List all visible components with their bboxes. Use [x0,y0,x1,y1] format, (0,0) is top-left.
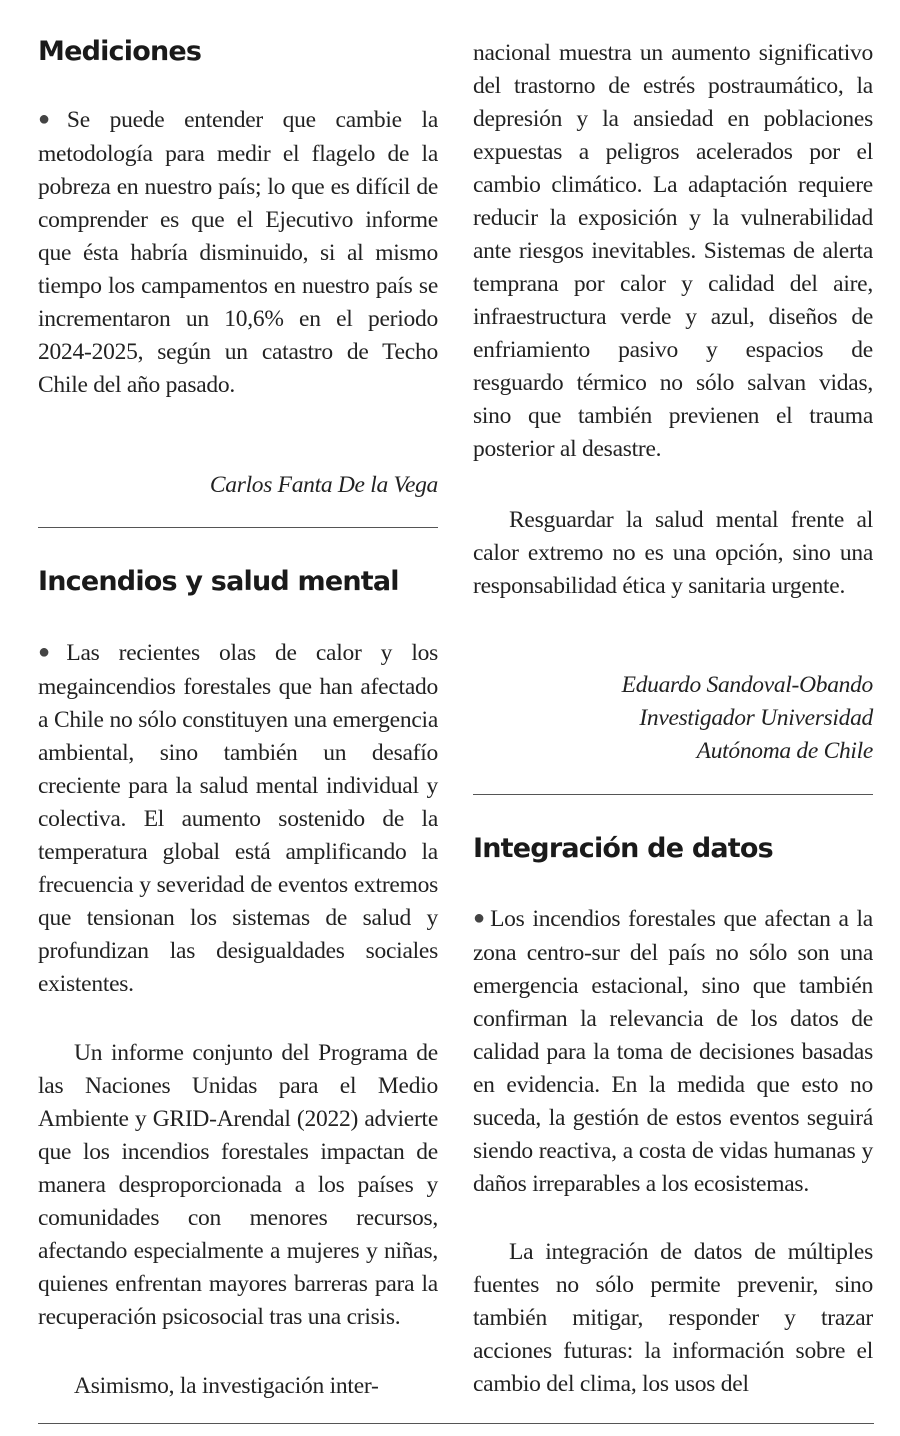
incendios-paragraph-3-end: nacional muestra un aumento significativo del trastorno de estrés postraumático, la depresión y la ansiedad en poblaciones expuestas a peligros acelerados por el cambio climático. La adaptación requiere reducir la exposición y la vulnerabilidad ante riesgos inevitables. Sistemas de alerta temprana por calor y calidad del aire, infraestructura verde y azul, diseños de enfriamiento pasivo y espacios de resguardo térmico no sólo salvan vidas, sino que también previenen el trauma posterior al desastre. [473,40,873,462]
integracion-heading: Integración de datos [473,833,773,864]
incendios-heading: Incendios y salud mental [38,566,399,597]
incendios-author-role-1: Investigador Universidad [639,705,873,731]
bottom-rule [38,1423,874,1424]
incendios-paragraph-4: Resguardar la salud mental frente al calor extremo no es una opción, sino una responsabilidad ética y sanitaria urgente. [473,507,873,599]
integracion-paragraph-2: La integración de datos de múltiples fuentes no sólo permite prevenir, sino también mitigar, responder y trazar acciones futuras: la información sobre el cambio del clima, los usos del [473,1239,873,1397]
section-divider [473,794,873,795]
integracion-paragraph-1 [473,903,873,1201]
incendios-paragraph-1-text: Las recientes olas de calor y los megaincendios forestales que han afectado a Chile no sólo constituyen una emergencia ambiental, sino también un desafío creciente para la salud mental individual y colectiva. El aumento sostenido de la temperatura global está amplificando la frecuencia y severidad de eventos extremos que tensionan los sistemas de salud y profundizan las desigualdades sociales existentes. [38,640,438,997]
bullet-icon: ● [38,641,64,663]
integracion-paragraph-1-text: Los incendios forestales que afectan a la zona centro-sur del país no sólo son una emergencia estacional, sino que también confirman la relevancia de los datos de calidad para la toma de decisiones basadas en evidencia. En la medida que esto no suceda, la gestión de estos eventos seguirá siendo reactiva, a costa de vidas humanas y daños irreparables a los ecosistemas. [473,906,873,1197]
incendios-paragraph-1 [38,637,438,1001]
mediciones-author: Carlos Fanta De la Vega [209,472,438,498]
incendios-paragraph-3-start: Asimismo, la investigación inter- [74,1373,379,1399]
incendios-author-role-2: Autónoma de Chile [696,738,873,764]
incendios-paragraph-2: Un informe conjunto del Programa de las Naciones Unidas para el Medio Ambiente y GRID-Arendal (2022) advierte que los incendios forestales impactan de manera desproporcionada a los países y comunidades con menores recursos, afectando especialmente a mujeres y niñas, quienes enfrentan mayores barreras para la recuperación psicosocial tras una crisis. [38,1040,438,1330]
section-divider [38,527,438,528]
mediciones-body [38,104,438,402]
mediciones-text: Se puede entender que cambie la metodología para medir el flagelo de la pobreza en nuestro país; lo que es difícil de comprender es que el Ejecutivo informe que ésta habría disminuido, si al mismo tiempo los campamentos en nuestro país se incrementaron un 10,6% en el periodo 2024-2025, según un catastro de Techo Chile del año pasado. [38,107,438,398]
incendios-author-name: Eduardo Sandoval-Obando [621,672,873,698]
mediciones-heading: Mediciones [38,36,202,67]
bullet-icon: ● [38,108,64,130]
bullet-icon: ● [473,907,488,929]
